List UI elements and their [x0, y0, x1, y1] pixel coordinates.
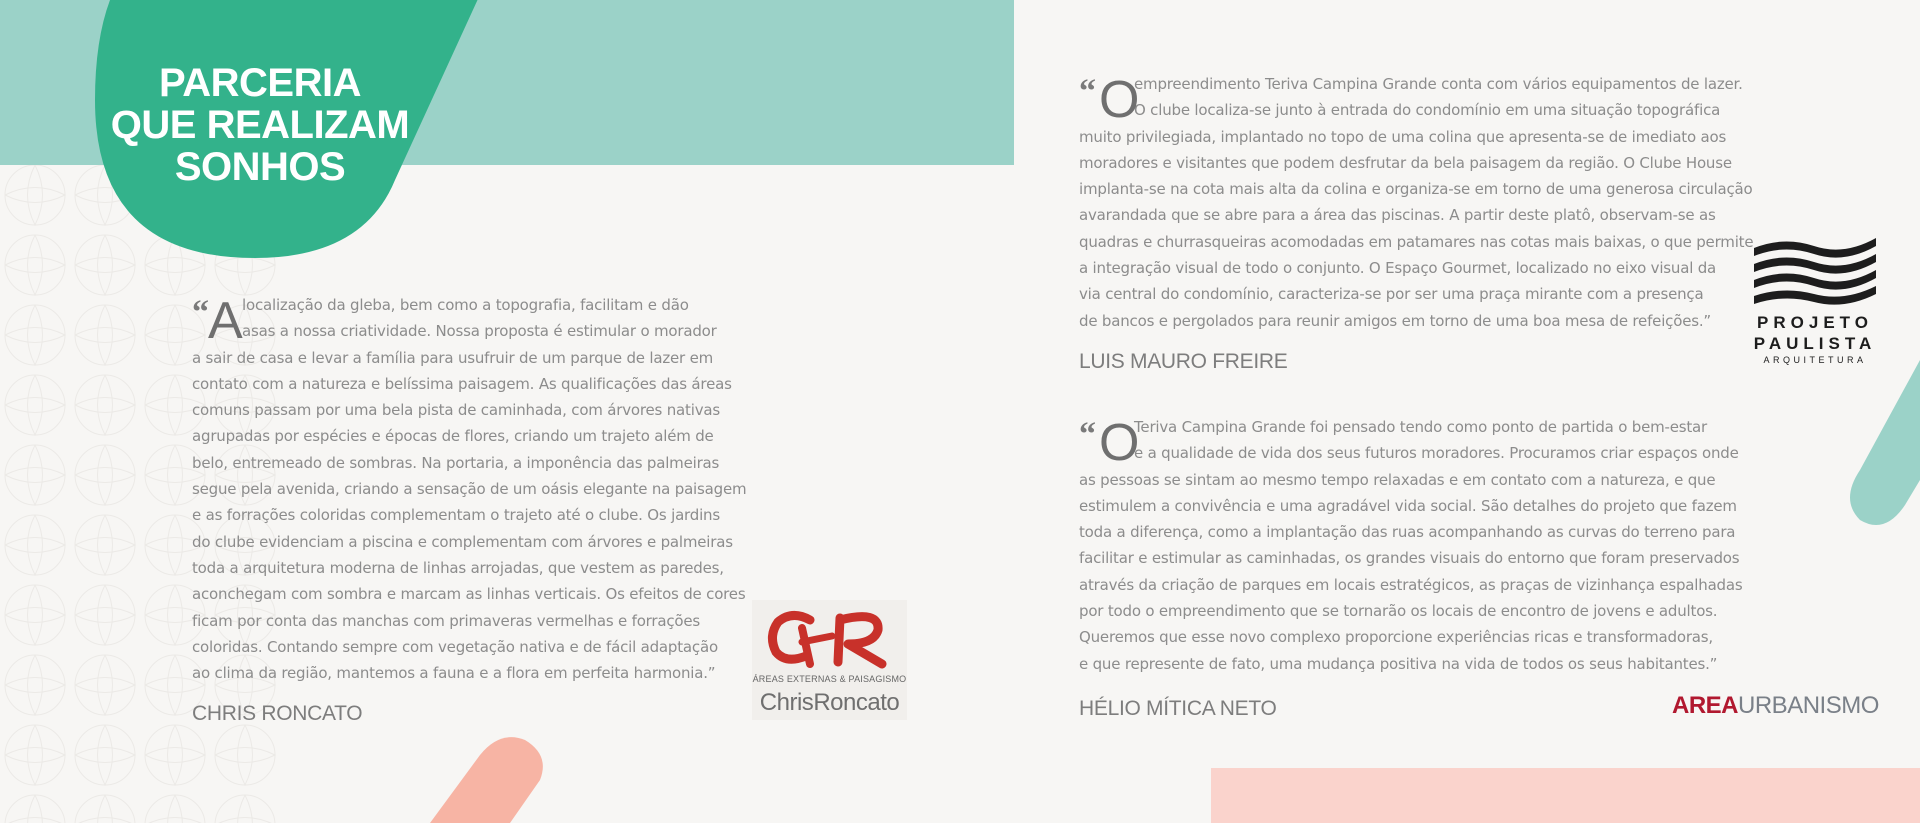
quote-line: as pessoas se sintam ao mesmo tempo relaxadas e em contato com a natureza, e que: [1079, 470, 1716, 489]
quote-line: muito privilegiada, implantado no topo de uma colina que apresenta-se de imediato aos: [1079, 127, 1727, 146]
quote-line: e as forrações coloridas complementam o trajeto até o clube. Os jardins: [192, 506, 720, 525]
drop-cap: A: [208, 292, 243, 350]
quote-line: e a qualidade de vida dos seus futuros moradores. Procuramos criar espaços onde: [1134, 444, 1739, 463]
cr-monogram-icon: [762, 606, 897, 672]
quote-line: segue pela avenida, criando a sensação de um oásis elegante na paisagem: [192, 480, 747, 499]
cr-name: [752, 689, 907, 717]
pp-line-2: PAULISTA: [1753, 334, 1877, 353]
author-name: HÉLIO MÍTICA NETO: [1079, 697, 1277, 720]
au-part-2: URBANISMO: [1738, 692, 1879, 719]
author-name: CHRIS RONCATO: [192, 702, 363, 725]
quote-line: via central do condomínio, caracteriza-se por ser uma praça mirante com a presença: [1079, 285, 1704, 304]
quote-line: por todo o empreendimento que se tornarão os locais de encontro de jovens e adultos.: [1079, 602, 1718, 621]
chris-roncato-logo: [752, 600, 907, 720]
pink-band-bottom: [1211, 768, 1920, 823]
quote-line: comuns passam por uma bela pista de caminhada, com árvores nativas: [192, 401, 720, 420]
cr-subtitle: ÁREAS EXTERNAS & PAISAGISMO: [752, 674, 907, 684]
quote-line: ficam por conta das manchas com primaveras vermelhas e forrações: [192, 611, 701, 630]
salmon-pill-bottom: [430, 735, 550, 823]
quote-line: a sair de casa e levar a família para usufruir de um parque de lazer em: [192, 348, 714, 367]
drop-cap: O: [1099, 414, 1140, 472]
quote-line: através da criação de parques em locais estratégicos, as praças de vizinhança espalhadas: [1079, 575, 1743, 594]
quote-line: de bancos e pergolados para reunir amigos em torno de uma boa mesa de refeições.”: [1079, 311, 1711, 330]
quote-line: toda a diferença, como a implantação das ruas acompanhando as curvas do terreno para: [1079, 523, 1736, 542]
quote-line: Teriva Campina Grande foi pensado tendo como ponto de partida o bem-estar: [1134, 418, 1708, 436]
quote-line: a integração visual de todo o conjunto. O Espaço Gourmet, localizado no eixo visual da: [1079, 259, 1717, 278]
testimonial-luis-mauro-freire: [1079, 71, 1759, 334]
quote-line: ao clima da região, mantemos a fauna e a flora em perfeita harmonia.”: [192, 664, 716, 683]
author-name: LUIS MAURO FREIRE: [1079, 350, 1288, 373]
pp-line-3: ARQUITETURA: [1763, 355, 1867, 365]
quote-line: aconchegam com sombra e marcam as linhas verticais. Os efeitos de cores: [192, 585, 746, 604]
au-part-1: AREA: [1672, 692, 1739, 719]
page-title: [110, 62, 410, 188]
cr-name-first: Chris: [759, 689, 814, 716]
quote-line: coloridas. Contando sempre com vegetação nativa e de fácil adaptação: [192, 637, 718, 656]
drop-cap: O: [1099, 71, 1140, 129]
quote-line: e que represente de fato, uma mudança positiva na vida de todos os seus habitantes.”: [1079, 654, 1718, 673]
quote-line: O clube localiza-se junto à entrada do condomínio em uma situação topográfica: [1134, 101, 1721, 120]
quote-line: quadras e churrasqueiras acomodadas em patamares nas cotas mais baixas, o que permite: [1079, 232, 1754, 251]
quote-line: do clube evidenciam a piscina e complementam com árvores e palmeiras: [192, 532, 733, 551]
area-urbanismo-logo: [1672, 692, 1879, 720]
testimonial-helio-mitica-neto: [1079, 414, 1759, 677]
open-quote-mark: “: [1079, 73, 1096, 110]
title-line-3: SONHOS: [174, 145, 346, 189]
quote-line: localização da gleba, bem como a topografia, facilitam e dão: [242, 296, 689, 314]
open-quote-mark: “: [1079, 416, 1096, 453]
title-line-1: PARCERIA: [159, 61, 361, 105]
quote-line: estimulem a convivência e uma agradável vida social. São detalhes do projeto que fazem: [1079, 496, 1737, 515]
testimonial-chris-roncato: [192, 292, 747, 686]
teal-pill-right: [1830, 350, 1920, 540]
quote-line: asas a nossa criatividade. Nossa proposta é estimular o morador: [242, 322, 717, 341]
quote-line: contato com a natureza e belíssima paisagem. As qualificações das áreas: [192, 374, 732, 393]
quote-line: moradores e visitantes que podem desfrutar da bela paisagem da região. O Clube House: [1079, 153, 1732, 172]
quote-line: agrupadas por espécies e épocas de flores, criando um trajeto além de: [192, 427, 714, 446]
waves-icon: [1754, 234, 1876, 310]
open-quote-mark: “: [192, 294, 209, 331]
quote-line: avarandada que se abre para a área das piscinas. A partir deste platô, observam-se as: [1079, 206, 1716, 225]
pp-line-1: PROJETO: [1757, 313, 1873, 332]
quote-line: Queremos que esse novo complexo proporcione experiências ricas e transformadoras,: [1079, 628, 1713, 647]
quote-line: empreendimento Teriva Campina Grande conta com vários equipamentos de lazer.: [1134, 75, 1743, 93]
quote-line: belo, entremeado de sombras. Na portaria, a imponência das palmeiras: [192, 453, 720, 472]
title-line-2: QUE REALIZAM: [110, 103, 410, 147]
cr-name-last: Roncato: [813, 689, 900, 716]
quote-line: implanta-se na cota mais alta da colina e organiza-se em torno de uma generosa circulação: [1079, 180, 1753, 199]
quote-line: toda a arquitetura moderna de linhas arrojadas, que vestem as paredes,: [192, 558, 724, 577]
quote-line: facilitar e estimular as caminhadas, os grandes visuais do entorno que foram preservados: [1079, 549, 1740, 568]
